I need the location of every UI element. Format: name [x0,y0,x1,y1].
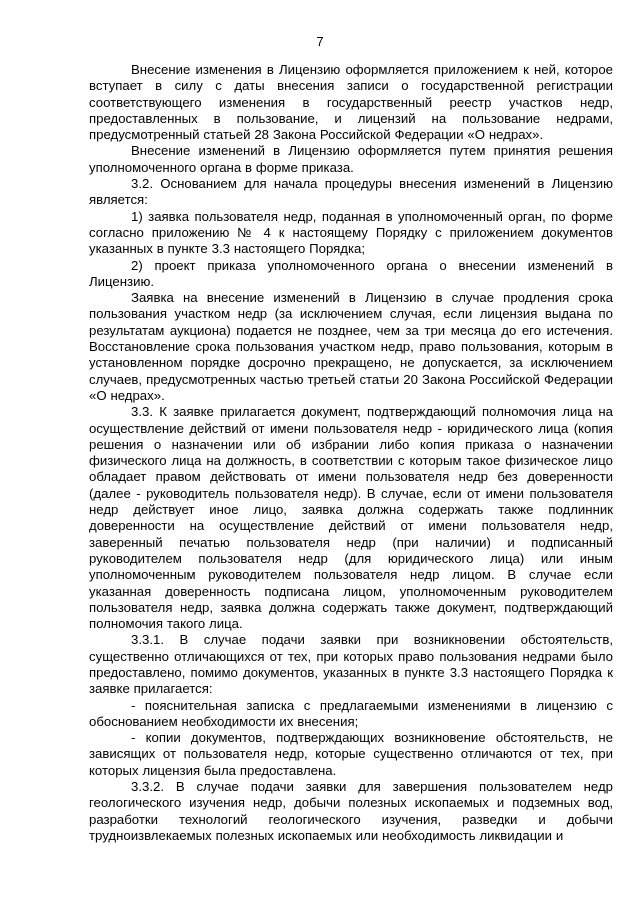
paragraph-3-3-1-item-2: - копии документов, подтверждающих возникновение обстоятельств, не зависящих от пользователя недр, которые существенно отличаются от тех, при которых лицензия была предоставлена. [89,730,613,778]
page-number: 7 [316,34,324,49]
paragraph-3-3-2: 3.3.2. В случае подачи заявки для завершения пользователем недр геологического изучения недр, добычи полезных ископаемых и подземных вод, разработки технологий геологического изучения, разведки и добычи трудноизвлекаемых полезных ископаемых или необходимость ликвидации и [89,779,613,843]
paragraph-extension-request: Заявка на внесение изменений в Лицензию в случае продления срока пользования участком недр (за исключением случая, если лицензия выдана по результатам аукциона) подается не позднее, чем за три месяца до его истечения. Восстановление срока пользования участком недр, право пользования, которым в установленном порядке досрочно прекращено, не допускается, за исключением случаев, предусмотренных частью третьей статьи 20 Закона Российской Федерации «О недрах». [89,290,613,403]
paragraph-3-2-item-2: 2) проект приказа уполномоченного органа о внесении изменений в Лицензию. [89,257,613,289]
paragraph-3-3-1: 3.3.1. В случае подачи заявки при возникновении обстоятельств, существенно отличающихся от тех, при которых право пользования недрами было предоставлено, помимо документов, указанных в пункте 3.3 настоящего Порядка к заявке прилагается: [89,632,613,697]
paragraph-3-3-1-item-1: - пояснительная записка с предлагаемыми изменениями в лицензию с обоснованием необходимости их внесения; [89,697,613,729]
paragraph-license-change-appendix: Внесение изменения в Лицензию оформляется приложением к ней, которое вступает в силу с даты внесения записи о государственной регистрации соответствующего изменения в государственный реестр участков недр, предоставленных в пользование, и лицензий на пользование недрами, предусмотренный статьей 28 Закона Российской Федерации «О недрах». [89,62,613,143]
paragraph-3-2: 3.2. Основанием для начала процедуры внесения изменений в Лицензию является: [89,176,613,208]
paragraph-license-change-order: Внесение изменений в Лицензию оформляется путем принятия решения уполномоченного органа в форме приказа. [89,143,613,175]
paragraph-3-2-item-1: 1) заявка пользователя недр, поданная в уполномоченный орган, по форме согласно приложению № 4 к настоящему Порядку с приложением документов указанных в пункте 3.3 настоящего Порядка; [89,208,613,257]
paragraph-3-3: 3.3. К заявке прилагается документ, подтверждающий полномочия лица на осуществление действий от имени пользователя недр - юридического лица (копия решения о назначении или об избрании либо копия приказа о назначении физического лица на должность, в соответствии с которым такое физическое лицо обладает правом действовать от имени пользователя недр без доверенности (далее - руководитель пользователя недр). В случае, если от имени пользователя недр действует иное лицо, заявка должна содержать также подлинник доверенности на осуществление действий от имени пользователя недр, заверенный печатью пользователя недр (при наличии) и подписанный руководителем пользователя недр (для юридического лица) или иным уполномоченным руководителем пользователя недр лицом. В случае если указанная доверенность подписана лицом, уполномоченным руководителем пользователя недр, заявка должна содержать также документ, подтверждающий полномочия такого лица. [89,404,613,632]
document-body [89,62,613,844]
